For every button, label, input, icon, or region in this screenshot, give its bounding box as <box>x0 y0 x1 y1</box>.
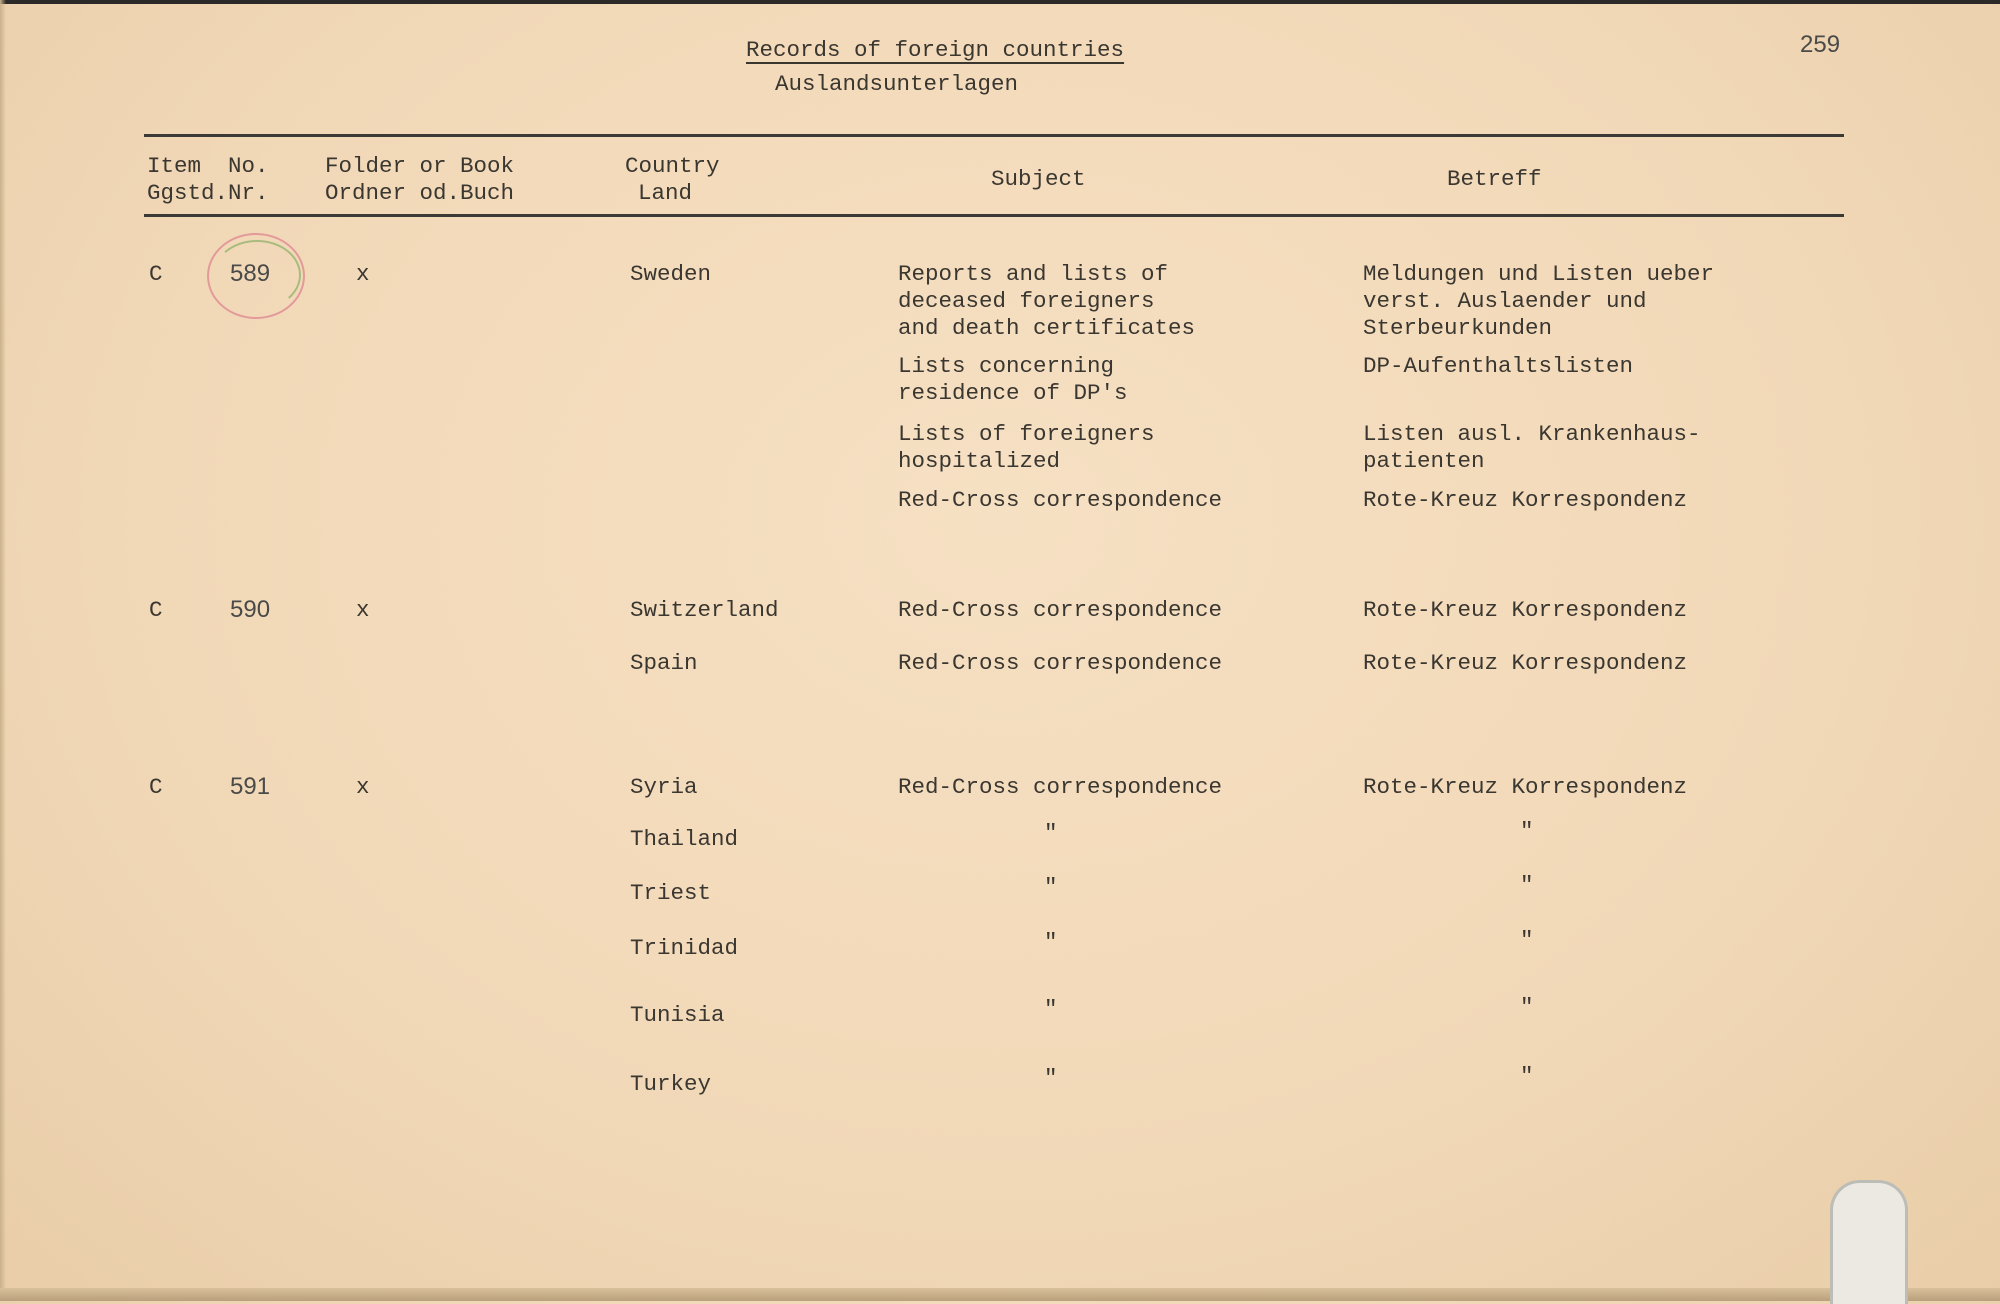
entry-betreff: Rote-Kreuz Korrespondenz <box>1363 650 1688 676</box>
entry-betreff-ditto: " <box>1520 994 1534 1020</box>
col-folder-de: Ordner od.Buch <box>325 180 515 206</box>
entry-betreff-ditto: " <box>1520 872 1534 898</box>
record-folder-mark: x <box>356 261 370 287</box>
col-betreff: Betreff <box>1447 166 1542 192</box>
entry-country: Sweden <box>630 261 712 287</box>
entry-subject-ditto: " <box>1044 929 1058 955</box>
entry-betreff: Meldungen und Listen ueber verst. Auslaender und Sterbeurkunden <box>1363 261 1715 341</box>
record-item: C <box>149 261 163 287</box>
page-number: 259 <box>1800 31 1841 58</box>
entry-country: Turkey <box>630 1071 712 1097</box>
page-bottom-edge <box>0 1288 2000 1301</box>
col-country-de: Land <box>638 180 693 206</box>
entry-subject: Red-Cross correspondence <box>898 597 1223 623</box>
col-item-de: Ggstd.Nr. <box>147 180 269 206</box>
entry-subject: Lists concerning residence of DP's <box>898 353 1128 406</box>
entry-betreff: Rote-Kreuz Korrespondenz <box>1363 597 1688 623</box>
entry-subject-ditto: " <box>1044 1065 1058 1091</box>
page-subtitle: Auslandsunterlagen <box>775 71 1019 97</box>
col-item-en: Item <box>147 153 202 179</box>
entry-betreff-ditto: " <box>1520 1063 1534 1089</box>
record-item: C <box>149 774 163 800</box>
entry-betreff-ditto: " <box>1520 927 1534 953</box>
col-no-en: No. <box>228 153 269 179</box>
col-subject: Subject <box>991 166 1086 192</box>
entry-country: Trinidad <box>630 935 739 961</box>
entry-subject: Reports and lists of deceased foreigners and death certificates <box>898 261 1196 341</box>
entry-subject: Red-Cross correspondence <box>898 487 1223 513</box>
entry-subject-ditto: " <box>1044 820 1058 846</box>
page-top-edge <box>0 0 2000 4</box>
entry-country: Tunisia <box>630 1002 725 1028</box>
entry-betreff-ditto: " <box>1520 818 1534 844</box>
entry-subject: Lists of foreigners hospitalized <box>898 421 1155 474</box>
entry-betreff: Listen ausl. Krankenhaus- patienten <box>1363 421 1701 474</box>
record-number: 591 <box>230 773 271 800</box>
entry-country: Syria <box>630 774 698 800</box>
page-left-edge <box>0 0 6 1301</box>
entry-country: Spain <box>630 650 698 676</box>
entry-subject: Red-Cross correspondence <box>898 650 1223 676</box>
page-title: Records of foreign countries <box>746 37 1125 63</box>
record-folder-mark: x <box>356 774 370 800</box>
record-number: 590 <box>230 596 271 623</box>
col-folder-en: Folder or Book <box>325 153 515 179</box>
entry-betreff: DP-Aufenthaltslisten <box>1363 353 1634 379</box>
record-folder-mark: x <box>356 597 370 623</box>
entry-subject-ditto: " <box>1044 996 1058 1022</box>
record-item: C <box>149 597 163 623</box>
entry-country: Triest <box>630 880 712 906</box>
entry-country: Thailand <box>630 826 739 852</box>
entry-subject-ditto: " <box>1044 874 1058 900</box>
header-bottom-rule <box>144 214 1844 217</box>
col-country-en: Country <box>625 153 720 179</box>
record-number: 589 <box>230 260 271 287</box>
header-top-rule <box>144 134 1844 137</box>
entry-subject: Red-Cross correspondence <box>898 774 1223 800</box>
entry-country: Switzerland <box>630 597 779 623</box>
page-tab <box>1830 1180 1908 1304</box>
entry-betreff: Rote-Kreuz Korrespondenz <box>1363 487 1688 513</box>
entry-betreff: Rote-Kreuz Korrespondenz <box>1363 774 1688 800</box>
